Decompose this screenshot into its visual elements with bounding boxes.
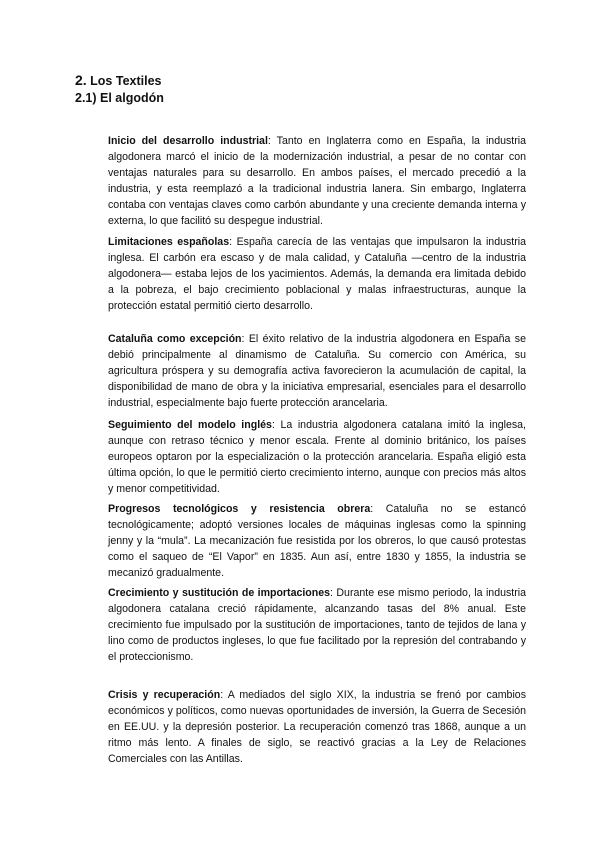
paragraph-text: : El éxito relativo de la industria algodonera en España se debió principalmente al dinamismo de Cataluña. Su comercio con América, su agricultura próspera y su demografía activa favorecieron la acumulación de capital, la disponibilidad de mano de obra y la iniciativa empresarial, esenciales para el desarrollo industrial, especialmente bajo fuerte protección arancelaria. [108,333,526,409]
paragraph-progresos [108,502,526,582]
subsection-heading: 2.1) El algodón [75,91,164,105]
paragraph-title: Cataluña como excepción [108,333,242,345]
paragraph-title: Limitaciones españolas [108,236,230,248]
paragraph-title: Progresos tecnológicos y resistencia obrera [108,503,371,515]
paragraph-cataluna [108,332,526,412]
paragraph-title: Crisis y recuperación [108,689,221,701]
paragraph-text: : Durante ese mismo periodo, la industria algodonera catalana creció rápidamente, alcanzando tasas del 8% anual. Este crecimiento fue impulsado por la sustitución de importaciones, tanto de tejidos de lana y lino como de productos ingleses, lo que fue facilitado por la represión del contrabando y el proteccionismo. [108,587,526,663]
paragraph-text: : Cataluña no se estancó tecnológicamente; adoptó versiones locales de máquinas inglesas como la spinning jenny y la “mula”. La mecanización fue resistida por los obreros, lo que causó protestas como el saqueo de “El Vapor” en 1835. Aun así, entre 1830 y 1855, la industria se mecanizó gradualmente. [108,503,526,579]
section-title: Los Textiles [86,74,162,88]
section-heading [75,72,161,88]
paragraph-title: Crecimiento y sustitución de importaciones [108,587,331,599]
paragraph-inicio [108,134,526,229]
paragraph-text: : España carecía de las ventajas que impulsaron la industria inglesa. El carbón era escaso y de mala calidad, y Cataluña —centro de la industria algodonera— estaba lejos de los yacimientos. Además, la demanda era limitada debido a la pobreza, el bajo crecimiento poblacional y malas infraestructuras, aunque la protección estatal permitió cierto desarrollo. [108,236,526,312]
paragraph-text: : A mediados del siglo XIX, la industria se frenó por cambios económicos y políticos, como nuevas oportunidades de inversión, la Guerra de Secesión en EE.UU. y la depresión posterior. La recuperación comenzó tras 1868, aunque a un ritmo más lento. A finales de siglo, se reactivó gracias a la Ley de Relaciones Comerciales con las Antillas. [108,689,526,765]
paragraph-crecimiento [108,586,526,666]
paragraph-seguimiento [108,418,526,498]
paragraph-title: Seguimiento del modelo inglés [108,419,272,431]
paragraph-limitaciones [108,235,526,315]
paragraph-title: Inicio del desarrollo industrial [108,135,268,147]
section-number: 2. [75,72,87,88]
paragraph-crisis [108,688,526,768]
paragraph-text: : La industria algodonera catalana imitó la inglesa, aunque con retraso técnico y menor escala. Frente al dominio británico, los países europeos optaron por la especialización o la protección arancelaria. España eligió esta última opción, lo que le permitió cierto crecimiento interno, aunque con precios más altos y menor competitividad. [108,419,526,495]
paragraph-text: : Tanto en Inglaterra como en España, la industria algodonera marcó el inicio de la modernización industrial, a pesar de no contar con ventajas naturales para su desarrollo. En ambos países, el mercado precedió a la industria, y esta reemplazó a la tradicional industria lanera. Sin embargo, Inglaterra contaba con ventajas claves como carbón abundante y una creciente demanda interna y externa, lo que facilitó su despegue industrial. [108,135,526,227]
